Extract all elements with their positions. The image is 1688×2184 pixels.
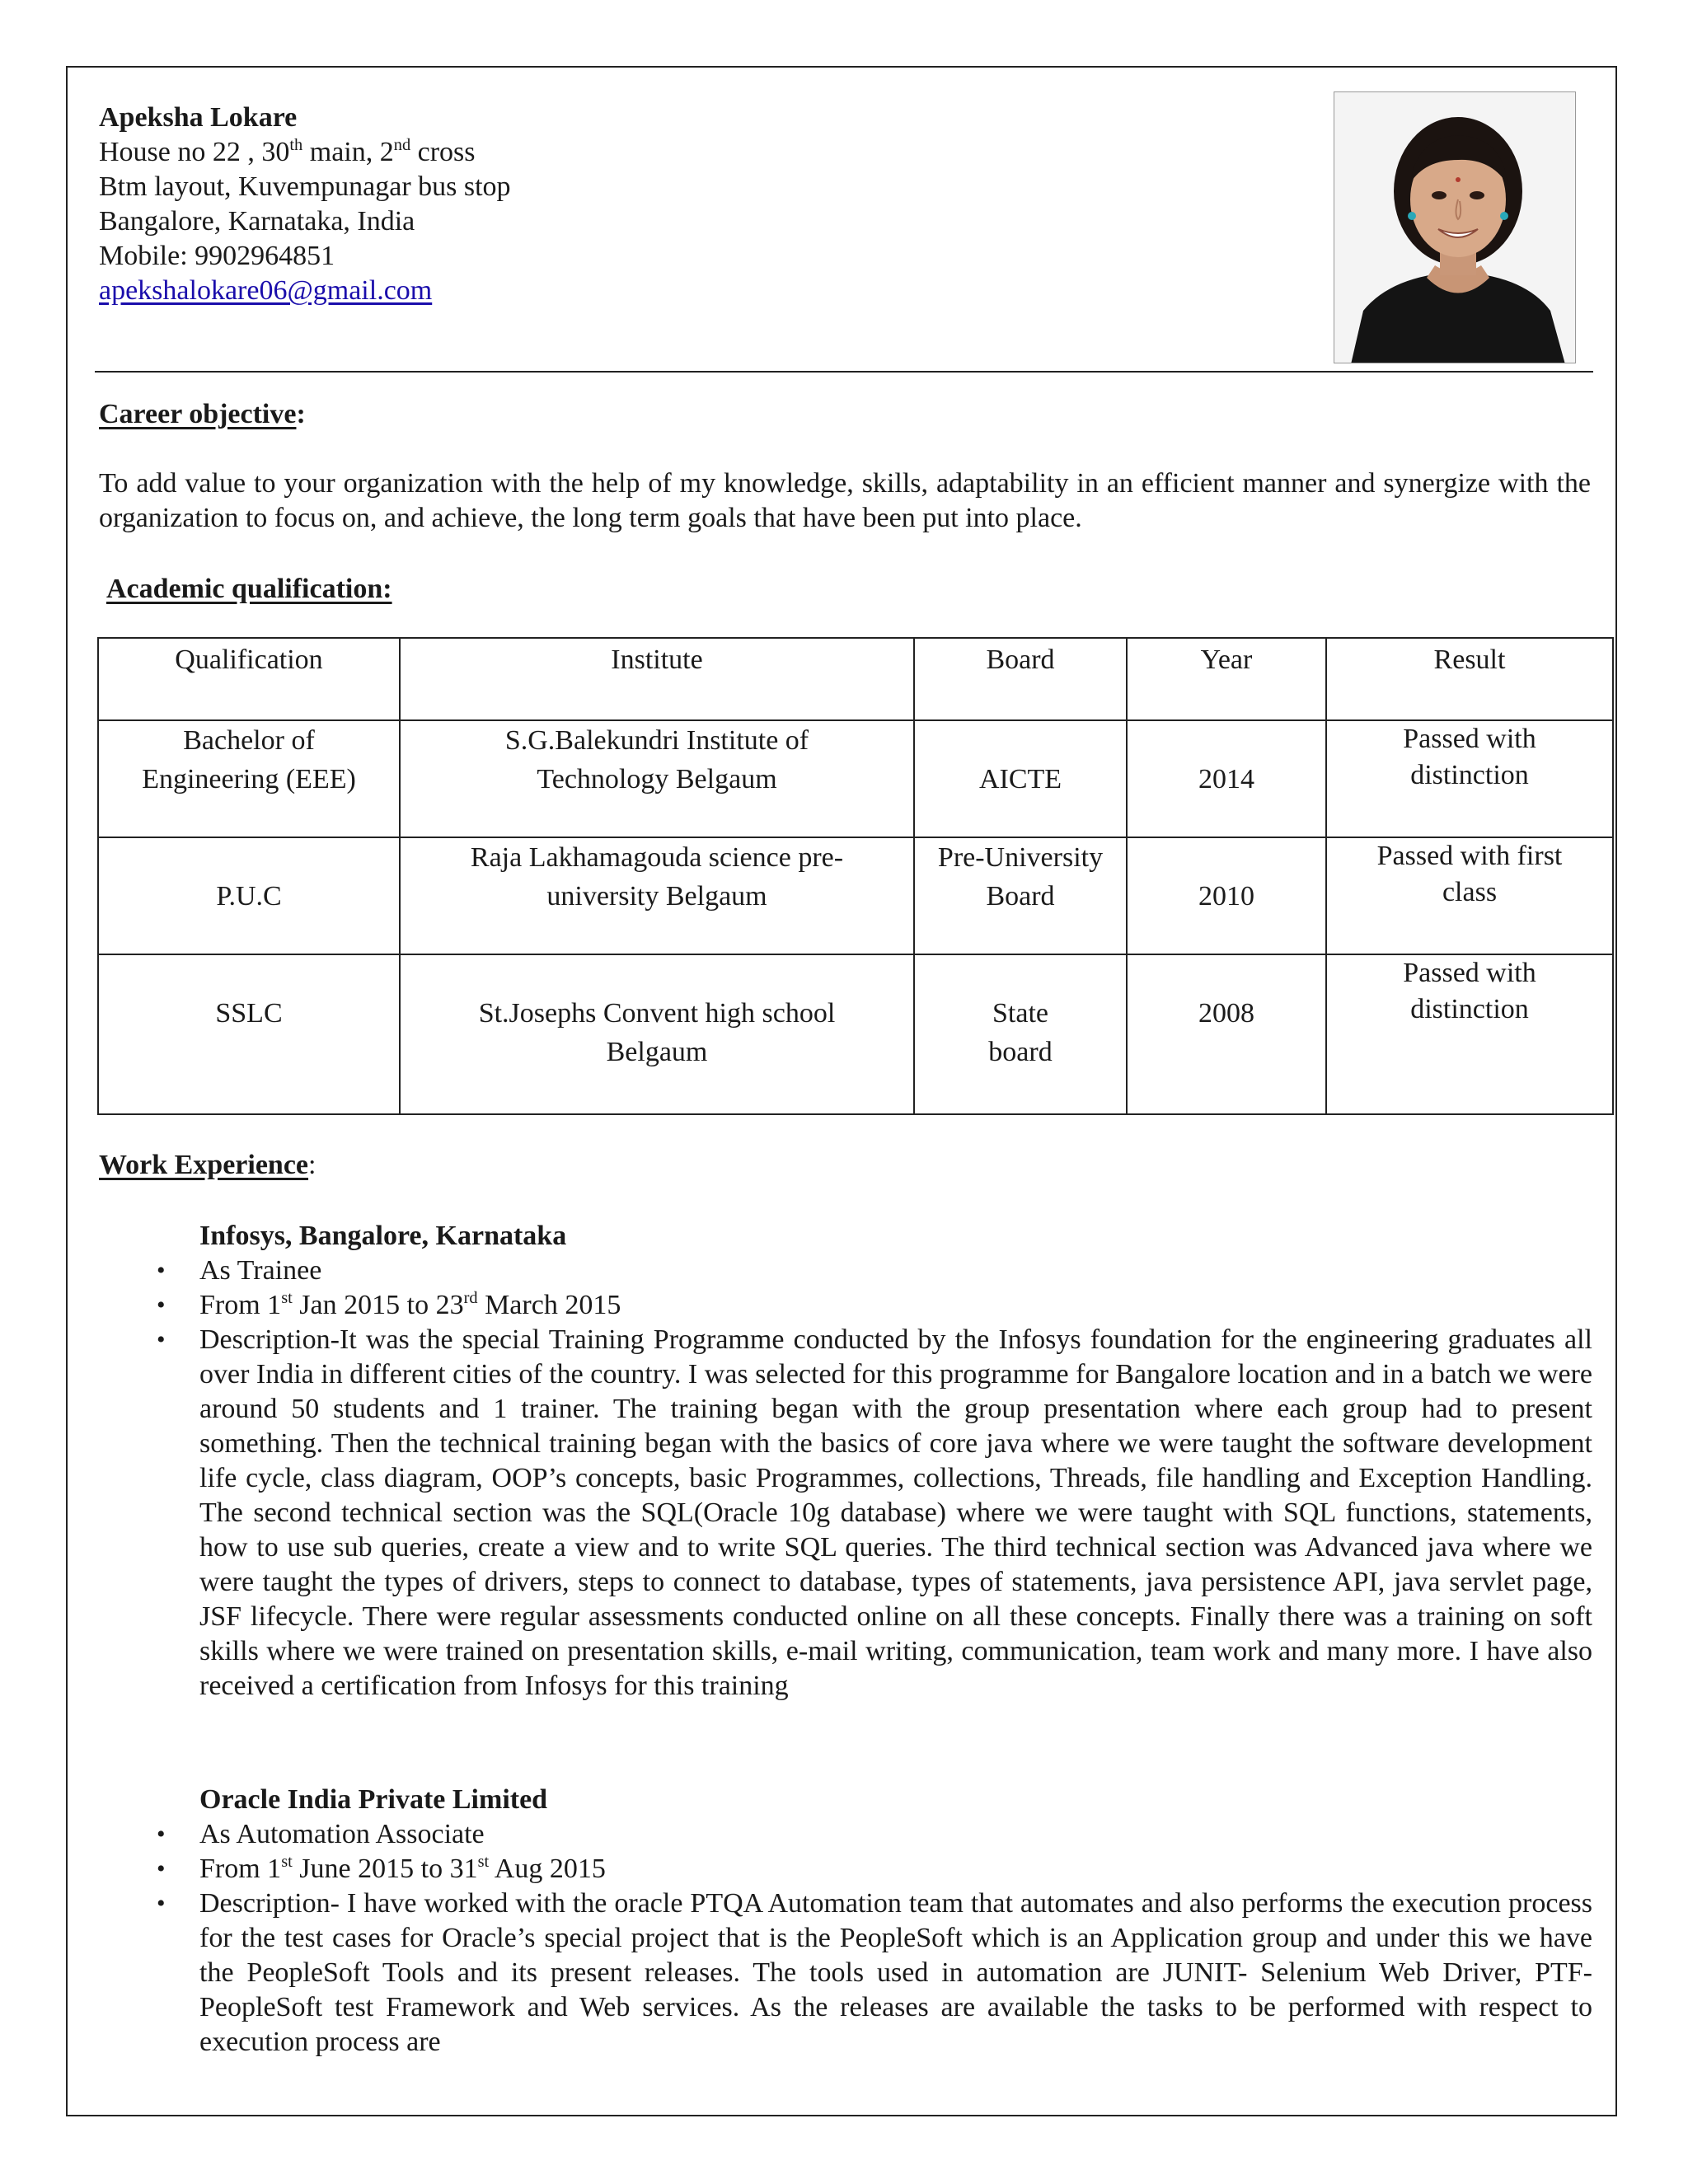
cell-year: 2008 xyxy=(1127,954,1326,1114)
job-company: Infosys, Bangalore, Karnataka xyxy=(199,1221,567,1251)
header-divider xyxy=(95,371,1593,373)
table-row xyxy=(98,954,1613,1114)
list-item: • Description-It was the special Training Programme conducted by the Infosys foundation for the engineering graduates all over India in different cities of the country. I was selected for this programme for Bangalore location and in a batch we were around 50 students and 1 trainer. The training began with the group presentation where each group had to present something. Then the technical training began with the basics of core java where we were taught the software development life cycle, class diagram, OOP’s concepts, basic Programmes, collections, Threads, file handling and Exception Handling. The second technical section was the SQL(Oracle 10g database) where we were taught with SQL functions, statements, how to use sub queries, create a view and to write SQL queries. The third technical section was Advanced java where we were taught the types of drivers, steps to connect to database, types of statements, java persistence API, java servlet page, JSF lifecycle. There were regular assessments conducted online on all these concepts. Finally there was a training on soft skills where we were trained on presentation skills, e-mail writing, communication, team work and many more. I have also received a certification from Infosys for this training xyxy=(157,1324,1592,1701)
table-header-row xyxy=(98,638,1613,720)
job-details-list xyxy=(157,1817,1592,2060)
table-row xyxy=(98,837,1613,954)
list-item: • From 1st June 2015 to 31st Aug 2015 xyxy=(157,1852,606,1884)
cell-institute: S.G.Balekundri Institute of Technology Belgaum xyxy=(400,720,914,837)
list-item: • As Automation Associate xyxy=(157,1819,485,1849)
cell-qualification: P.U.C xyxy=(98,837,400,954)
cell-board: State board xyxy=(914,954,1127,1114)
cell-board: Pre-University Board xyxy=(914,837,1127,954)
cell-qualification: SSLC xyxy=(98,954,400,1114)
cell-qualification: Bachelor of Engineering (EEE) xyxy=(98,720,400,837)
cell-year: 2010 xyxy=(1127,837,1326,954)
cell-institute: St.Josephs Convent high school Belgaum xyxy=(400,954,914,1114)
address-line-1: House no 22 , 30th main, 2nd cross xyxy=(99,135,476,167)
mobile-number: Mobile: 9902964851 xyxy=(99,241,335,271)
cell-result: Passed with distinction xyxy=(1326,954,1613,1114)
profile-photo xyxy=(1334,91,1576,363)
cell-result: Passed with first class xyxy=(1326,837,1613,954)
column-header-qualification: Qualification xyxy=(98,638,400,720)
list-item: • As Trainee xyxy=(157,1255,322,1286)
academic-heading: Academic qualification: xyxy=(106,574,392,604)
contact-block xyxy=(99,101,511,308)
column-header-board: Board xyxy=(914,638,1127,720)
address-line-3: Bangalore, Karnataka, India xyxy=(99,206,415,237)
column-header-year: Year xyxy=(1127,638,1326,720)
candidate-name: Apeksha Lokare xyxy=(99,102,298,133)
cell-result: Passed with distinction xyxy=(1326,720,1613,837)
profile-photo-illustration xyxy=(1334,92,1576,363)
academic-table xyxy=(97,637,1614,1115)
column-header-result: Result xyxy=(1326,638,1613,720)
column-header-institute: Institute xyxy=(400,638,914,720)
cell-board: AICTE xyxy=(914,720,1127,837)
career-objective-text: To add value to your organization with the help of my knowledge, skills, adaptability in an efficient manner and synergize with the organization to focus on, and achieve, the long term goals that have been put into place. xyxy=(99,468,1591,533)
work-experience-heading: Work Experience: xyxy=(99,1150,316,1180)
job-company: Oracle India Private Limited xyxy=(199,1784,548,1815)
career-objective-heading: Career objective: xyxy=(99,399,306,429)
cell-year: 2014 xyxy=(1127,720,1326,837)
list-item: • From 1st Jan 2015 to 23rd March 2015 xyxy=(157,1288,621,1320)
address-line-2: Btm layout, Kuvempunagar bus stop xyxy=(99,171,511,202)
cell-institute: Raja Lakhamagouda science pre- university Belgaum xyxy=(400,837,914,954)
email-link[interactable]: apekshalokare06@gmail.com xyxy=(99,275,433,306)
table-row xyxy=(98,720,1613,837)
job-details-list xyxy=(157,1254,1592,1704)
list-item: • Description- I have worked with the oracle PTQA Automation team that automates and also performs the execution process for the test cases for Oracle’s special project that is the PeopleSoft which is an Application group and under this we have the PeopleSoft Tools and its present releases. The tools used in automation are JUNIT- Selenium Web Driver, PTF-PeopleSoft test Framework and Web services. As the releases are available the tasks to be performed with respect to execution process are xyxy=(157,1888,1592,2057)
